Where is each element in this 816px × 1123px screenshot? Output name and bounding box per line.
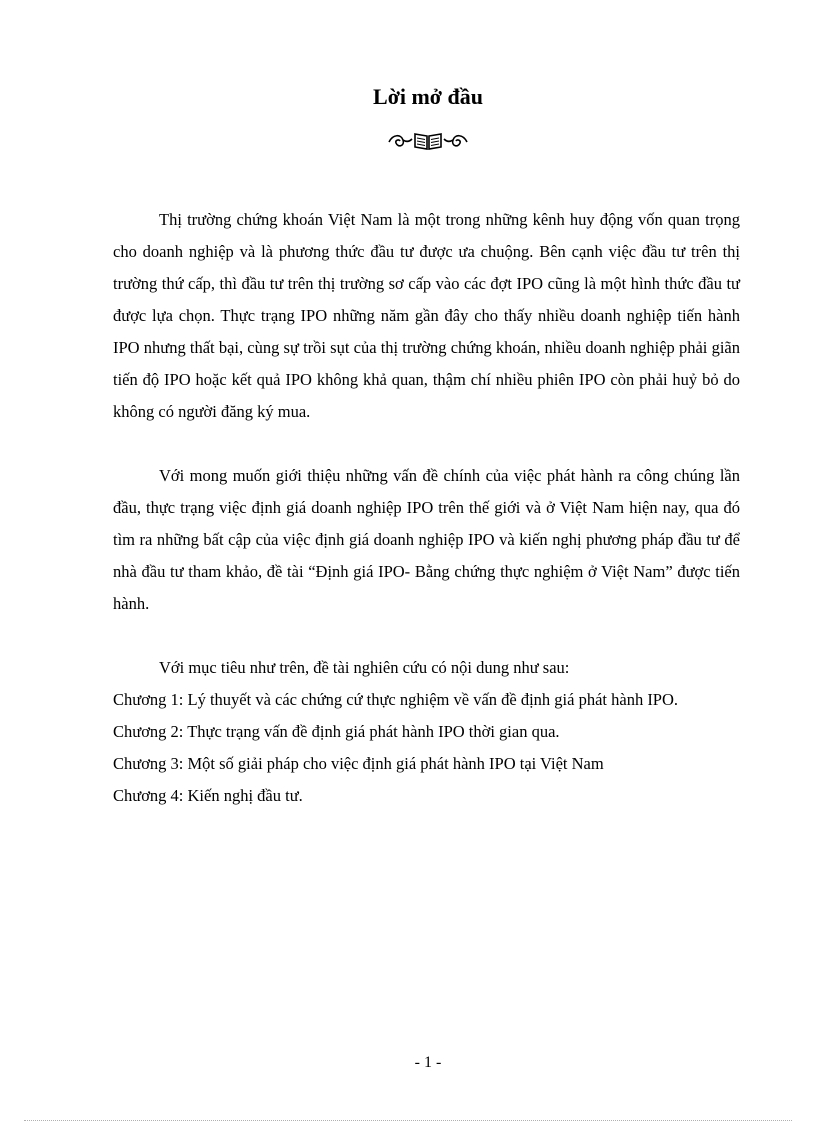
outline-intro: Với mục tiêu như trên, đề tài nghiên cứu có nội dung như sau:	[159, 658, 570, 677]
chapter-item: Chương 1: Lý thuyết và các chứng cứ thực nghiệm về vấn đề định giá phát hành IPO.	[113, 690, 679, 709]
page-bottom-divider	[24, 1120, 792, 1121]
intro-paragraph-1	[113, 204, 740, 428]
chapter-item: Chương 2: Thực trạng vấn đề định giá phát hành IPO thời gian qua.	[113, 722, 560, 741]
page-title: Lời mở đầu	[373, 84, 483, 109]
paragraph: Thị trường chứng khoán Việt Nam là một trong những kênh huy động vốn quan trọng cho doanh nghiệp và là phương thức đầu tư được ưa chuộng. Bên cạnh việc đầu tư trên thị trường thứ cấp, thì đầu tư trên thị trường sơ cấp vào các đợt IPO cũng là một hình thức đầu tư được lựa chọn. Thực trạng IPO những năm gần đây cho thấy nhiều doanh nghiệp tiến hành IPO nhưng thất bại, cùng sự trồi sụt của thị trường chứng khoán, nhiều doanh nghiệp phải giãn tiến độ IPO hoặc kết quả IPO không khả quan, thậm chí nhiều phiên IPO còn phải huỷ bỏ do không có người đăng ký mua.	[113, 210, 740, 421]
chapter-outline	[113, 652, 740, 812]
chapter-item: Chương 3: Một số giải pháp cho việc định giá phát hành IPO tại Việt Nam	[113, 754, 604, 773]
paragraph: Với mong muốn giới thiệu những vấn đề chính của việc phát hành ra công chúng lần đầu, thực trạng việc định giá doanh nghiệp IPO trên thế giới và ở Việt Nam hiện nay, qua đó tìm ra những bất cập của việc định giá doanh nghiệp IPO và kiến nghị phương pháp đầu tư để nhà đầu tư tham khảo, đề tài “Định giá IPO- Bằng chứng thực nghiệm ở Việt Nam” được tiến hành.	[113, 466, 740, 613]
chapter-item: Chương 4: Kiến nghị đầu tư.	[113, 786, 303, 805]
intro-paragraph-2	[113, 460, 740, 620]
page-number: - 1 -	[414, 1054, 442, 1071]
book-with-flourishes-icon	[387, 130, 469, 152]
